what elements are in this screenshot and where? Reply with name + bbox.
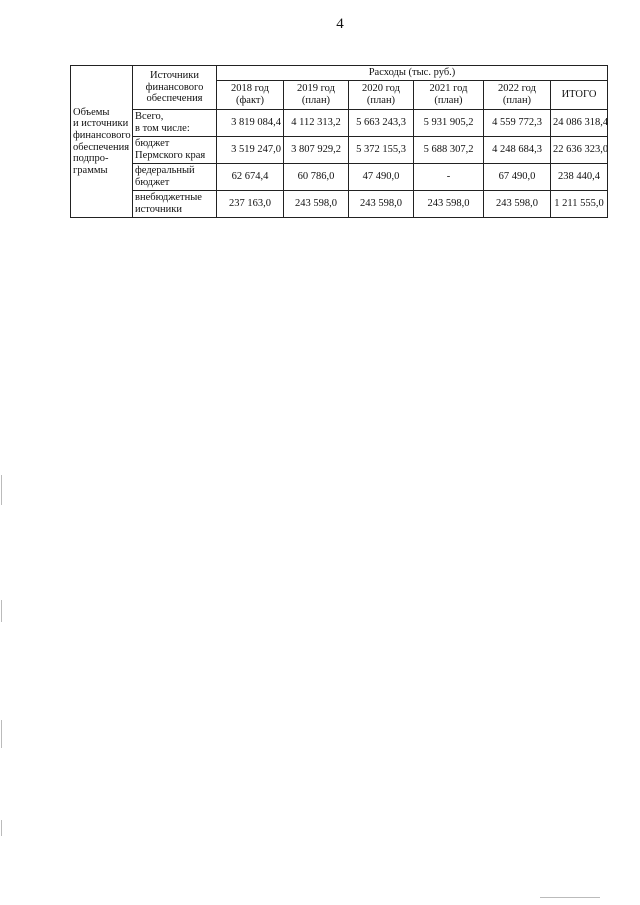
value-cell: 243 598,0	[414, 191, 484, 218]
value-cell: 62 674,4	[217, 164, 284, 191]
column-header-2020: 2020 год (план)	[349, 81, 414, 110]
row-label-line: подпро-	[73, 153, 109, 165]
value-cell: 243 598,0	[349, 191, 414, 218]
scan-artifact	[1, 720, 2, 748]
row-label-line: граммы	[73, 164, 108, 176]
row-label-line: финансового	[73, 129, 131, 141]
financing-table	[70, 65, 608, 218]
value-cell: 3 807 929,2	[284, 137, 349, 164]
value-cell: 3 819 084,4	[217, 110, 284, 137]
column-header-2018: 2018 год (факт)	[217, 81, 284, 110]
page-number: 4	[336, 16, 344, 32]
value-cell: 5 688 307,2	[414, 137, 484, 164]
column-header-total: ИТОГО	[551, 81, 608, 110]
value-cell: 24 086 318,4	[551, 110, 608, 137]
source-cell: бюджет Пермского края	[133, 137, 217, 164]
value-cell: 67 490,0	[484, 164, 551, 191]
row-label-line: и источники	[73, 118, 129, 130]
row-label-line: обеспечения	[73, 141, 130, 153]
column-header-2021: 2021 год (план)	[414, 81, 484, 110]
table-row	[71, 137, 608, 164]
sources-header-line: обеспечения	[146, 93, 203, 105]
value-cell: 5 372 155,3	[349, 137, 414, 164]
column-header-2022: 2022 год (план)	[484, 81, 551, 110]
sources-header	[133, 66, 217, 110]
scan-artifact	[540, 897, 600, 898]
scan-artifact	[1, 820, 2, 836]
value-cell: 47 490,0	[349, 164, 414, 191]
value-cell: 4 112 313,2	[284, 110, 349, 137]
value-cell: 243 598,0	[284, 191, 349, 218]
value-cell: 243 598,0	[484, 191, 551, 218]
value-cell: 5 931 905,2	[414, 110, 484, 137]
row-label-line: Объемы	[73, 106, 110, 118]
value-cell: 238 440,4	[551, 164, 608, 191]
expenses-header: Расходы (тыс. руб.)	[217, 66, 608, 81]
value-cell: 5 663 243,3	[349, 110, 414, 137]
row-label-cell	[71, 66, 133, 218]
source-cell: федеральный бюджет	[133, 164, 217, 191]
scan-artifact	[1, 600, 2, 622]
value-cell: 4 559 772,3	[484, 110, 551, 137]
value-cell: 22 636 323,0	[551, 137, 608, 164]
source-cell: Всего, в том числе:	[133, 110, 217, 137]
sources-header-line: финансового	[145, 81, 204, 93]
sources-header-line: Источники	[150, 70, 199, 82]
value-cell: -	[414, 164, 484, 191]
value-cell: 1 211 555,0	[551, 191, 608, 218]
value-cell: 4 248 684,3	[484, 137, 551, 164]
value-cell: 60 786,0	[284, 164, 349, 191]
column-header-2019: 2019 год (план)	[284, 81, 349, 110]
table-row	[71, 191, 608, 218]
value-cell: 237 163,0	[217, 191, 284, 218]
table-row	[71, 110, 608, 137]
value-cell: 3 519 247,0	[217, 137, 284, 164]
scan-artifact	[1, 475, 2, 505]
source-cell: внебюджетные источники	[133, 191, 217, 218]
table-row	[71, 164, 608, 191]
